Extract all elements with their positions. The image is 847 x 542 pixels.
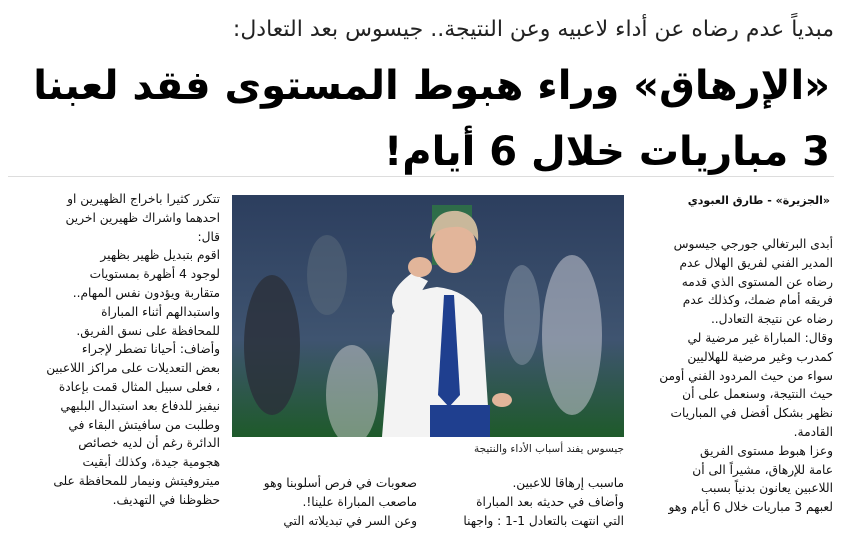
text-line: بعض التعديلات على مراكز اللاعبين [46, 361, 220, 376]
body-column-left [8, 190, 220, 510]
text-line: نظهر بشكل أفضل في المباريات [670, 406, 833, 421]
text-line: ماسبب إرهاقا للاعبين. [512, 476, 624, 490]
text-line: رضاه عن نتيجة التعادل.. [710, 312, 833, 327]
coach-photo-illustration [232, 195, 624, 437]
text-line: المدير الفني لفريق الهلال عدم [679, 255, 833, 270]
text-line: لوجود 4 أظهرة بمستويات [89, 267, 220, 282]
text-line: كمدرب وغير مرضية للهلاليين [687, 349, 833, 364]
body-column-right [628, 235, 833, 517]
text-line: متقاربة ويؤدون نفس المهام.. [72, 285, 220, 300]
article-headline-line2: 3 مباريات خلال 6 أيام! [384, 129, 830, 175]
text-line: نيفيز للدفاع بعد استبدال البليهي [60, 398, 220, 413]
text-line: أبدى البرتغالي جورجي جيسوس [673, 237, 833, 251]
divider [8, 176, 834, 177]
body-column-middle-right [439, 474, 624, 530]
text-line: الدائرة رغم أن لديه خصائص [78, 436, 220, 451]
text-line: وأضاف: أحيانا تضطر لإجراء [81, 342, 220, 357]
text-line: وقال: المباراة غير مرضية لي [687, 330, 833, 345]
article-photo [232, 195, 624, 437]
text-line: فريقه أمام ضمك، وكذلك عدم [682, 293, 833, 308]
text-line: ميتروفيتش ونيمار للمحافظة على [53, 473, 220, 488]
text-line: للمحافظة على نسق الفريق. [76, 323, 220, 338]
photo-caption: جيسوس يفند أسباب الأداء والنتيجة [473, 443, 624, 455]
text-line: وعن السر في تبديلاته التي [283, 513, 417, 528]
text-line: رضاه عن المستوى الذي قدمه [681, 274, 833, 289]
text-line: قال: [197, 229, 220, 244]
text-line: القادمة. [793, 424, 833, 439]
text-line: التي انتهت بالتعادل 1-1 : واجهنا [463, 513, 624, 528]
article-byline: «الجزيرة» - طارق العبودي [687, 194, 830, 207]
text-line: ، فعلى سبيل المثال قمت بإعادة [58, 379, 220, 394]
body-column-middle-left [232, 474, 417, 530]
text-line: عامة للإرهاق، مشيراً الى أن [692, 462, 833, 477]
text-line: صعوبات في فرص أسلوبنا وهو [263, 476, 417, 490]
article-headline-line1: «الإرهاق» وراء هبوط المستوى فقد لعبنا [33, 63, 830, 109]
article-subhead: مبدياً عدم رضاه عن أداء لاعبيه وعن النتيجة.. جيسوس بعد التعادل: [232, 17, 834, 42]
text-line: هجومية جيدة، وكذلك أبقيت [82, 455, 220, 470]
text-line: وطلبت من سافيتش البقاء في [68, 417, 220, 432]
text-line: تتكرر كثيرا باخراج الظهيرين او [67, 192, 220, 206]
text-line: حظوظنا في التهديف. [112, 492, 220, 507]
text-line: واستبدالهم أثناء المباراة [101, 304, 220, 319]
text-line: سواء من حيث المردود الفني أومن [659, 368, 833, 383]
text-line: اقوم بتبديل ظهير بظهير [100, 248, 220, 263]
text-line: احدهما واشراك ظهيرين اخرين [65, 210, 220, 225]
text-line: وعزا هبوط مستوى الفريق [699, 443, 833, 458]
text-line: وأضاف في حديثه بعد المباراة [476, 494, 624, 509]
text-line: اللاعبين يعانون بدنياً بسبب [700, 481, 833, 496]
text-line: لعبهم 3 مباريات خلال 6 أيام وهو [668, 500, 833, 515]
text-line: حيث النتيجة، وسنعمل على أن [682, 387, 833, 402]
text-line: ماصعب المباراة علينا!. [302, 494, 417, 509]
